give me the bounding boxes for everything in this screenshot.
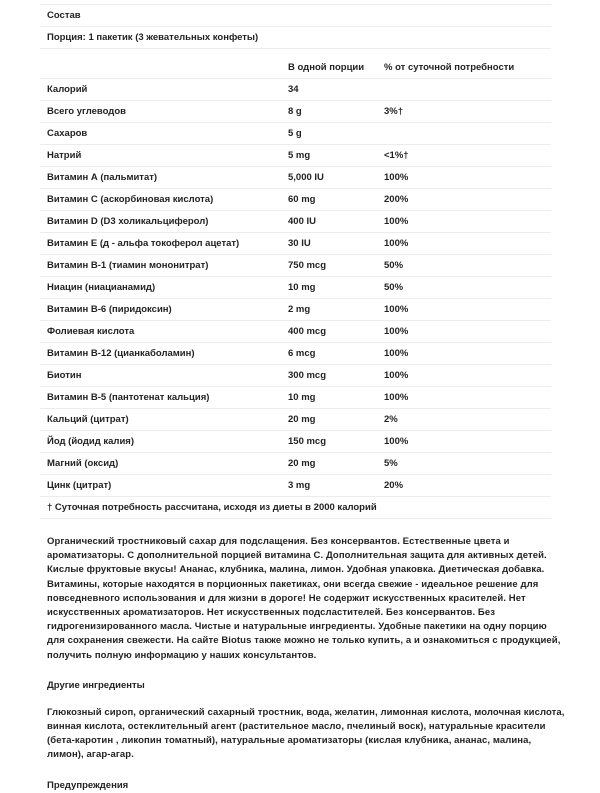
nutrient-daily-value: 200% (384, 189, 551, 211)
table-spacer (40, 49, 551, 58)
column-header-daily-value: % от суточной потребности (384, 57, 551, 79)
nutrient-amount: 30 IU (288, 233, 384, 255)
nutrient-daily-value: 50% (384, 255, 551, 277)
supplement-facts-table (40, 4, 551, 519)
nutrient-daily-value: 100% (384, 387, 551, 409)
nutrient-amount: 6 mcg (288, 343, 384, 365)
table-row (40, 475, 551, 497)
nutrient-daily-value: 100% (384, 167, 551, 189)
nutrient-name: Ниацин (ниацианамид) (40, 277, 288, 299)
nutrient-daily-value: 2% (384, 409, 551, 431)
daily-value-footnote-row (40, 497, 551, 519)
table-row (40, 255, 551, 277)
nutrient-amount: 34 (288, 79, 384, 101)
nutrient-daily-value: 100% (384, 365, 551, 387)
table-row (40, 233, 551, 255)
nutrient-amount: 300 mcg (288, 365, 384, 387)
nutrient-amount: 60 mg (288, 189, 384, 211)
nutrient-name: Витамин B-6 (пиридоксин) (40, 299, 288, 321)
nutrient-amount: 5,000 IU (288, 167, 384, 189)
table-row (40, 387, 551, 409)
nutrient-daily-value: 5% (384, 453, 551, 475)
nutrient-amount: 750 mcg (288, 255, 384, 277)
table-spacer-row (40, 49, 551, 58)
nutrient-amount: 20 mg (288, 453, 384, 475)
table-row (40, 189, 551, 211)
serving-size-row (40, 27, 551, 49)
nutrient-amount: 8 g (288, 101, 384, 123)
table-row (40, 321, 551, 343)
column-header-name (40, 57, 288, 79)
nutrient-daily-value: 100% (384, 299, 551, 321)
table-row (40, 123, 551, 145)
warnings-heading: Предупреждения (47, 779, 129, 791)
table-row (40, 277, 551, 299)
nutrient-daily-value: 100% (384, 431, 551, 453)
other-ingredients-text: Глюкозный сироп, органический сахарный тростник, вода, желатин, лимонная кислота, молочная кислота, винная кислота, остеклительный агент (растительное масло, пчелиный воск), натуральные красители (бета-каротин , ликопин томатный), натуральные ароматизаторы (кислая клубника, ананас, малина, лимон), агар-агар. (47, 706, 565, 761)
nutrient-daily-value (384, 79, 551, 101)
nutrient-daily-value: 50% (384, 277, 551, 299)
table-row (40, 167, 551, 189)
nutrient-daily-value: <1%† (384, 145, 551, 167)
column-headers-row (40, 57, 551, 79)
nutrient-amount: 150 mcg (288, 431, 384, 453)
product-description-section (40, 535, 567, 793)
table-row (40, 211, 551, 233)
nutrient-amount: 10 mg (288, 277, 384, 299)
nutrient-amount: 400 IU (288, 211, 384, 233)
daily-value-footnote: † Суточная потребность рассчитана, исходя из диеты в 2000 калорий (40, 497, 551, 519)
nutrient-daily-value: 100% (384, 343, 551, 365)
table-row (40, 299, 551, 321)
nutrient-name: Фолиевая кислота (40, 321, 288, 343)
facts-table-body (40, 5, 551, 519)
nutrient-name: Цинк (цитрат) (40, 475, 288, 497)
table-title: Состав (40, 5, 551, 27)
nutrient-name: Витамин С (аскорбиновая кислота) (40, 189, 288, 211)
nutrient-daily-value: 100% (384, 211, 551, 233)
nutrient-name: Калорий (40, 79, 288, 101)
nutrient-name: Витамин А (пальмитат) (40, 167, 288, 189)
nutrient-name: Витамин D (D3 холикальциферол) (40, 211, 288, 233)
nutrient-amount: 10 mg (288, 387, 384, 409)
nutrient-name: Витамин B-1 (тиамин мононитрат) (40, 255, 288, 277)
table-row (40, 101, 551, 123)
nutrient-daily-value: 20% (384, 475, 551, 497)
nutrient-name: Витамин B-12 (цианкаболамин) (40, 343, 288, 365)
nutrient-amount: 20 mg (288, 409, 384, 431)
table-title-row (40, 5, 551, 27)
nutrient-name: Всего углеводов (40, 101, 288, 123)
table-row (40, 365, 551, 387)
nutrient-daily-value: 100% (384, 233, 551, 255)
product-description: Органический тростниковый сахар для подслащения. Без консервантов. Естественные цвета и ароматизаторы. С дополнительной порцией витамина С. Дополнительная защита для активных детей. Кислые фруктовые вкусы! Ананас, клубника, малина, лимон. Удобная упаковка. Диетическая добавка. Витамины, которые находятся в порционных пакетиках, они всегда свежие - идеальное решение для повседневного использования и для жизни в дороге! Не содержит искусственных красителей. Нет искусственных ароматизаторов. Нет искусственных подсластителей. Без консервантов. Без гидрогенизированного масла. Чистые и натуральные ингредиенты. Удобные пакетики на одну порцию для сохранения свежести. На сайте Biotus также можно не только купить, а и ознакомиться с продукцией, получить полную информацию у наших консультантов. (47, 536, 561, 661)
nutrient-daily-value (384, 123, 551, 145)
nutrient-amount: 2 mg (288, 299, 384, 321)
nutrient-name: Кальций (цитрат) (40, 409, 288, 431)
nutrient-amount: 400 mcg (288, 321, 384, 343)
nutrient-daily-value: 3%† (384, 101, 551, 123)
table-row (40, 409, 551, 431)
nutrient-name: Биотин (40, 365, 288, 387)
table-row (40, 343, 551, 365)
table-row (40, 453, 551, 475)
other-ingredients-heading: Другие ингредиенты (47, 679, 145, 691)
table-row (40, 431, 551, 453)
column-header-amount: В одной порции (288, 57, 384, 79)
table-row (40, 145, 551, 167)
table-row (40, 79, 551, 101)
nutrient-name: Витамин Е (д - альфа токоферол ацетат) (40, 233, 288, 255)
nutrient-name: Йод (йодид калия) (40, 431, 288, 453)
nutrient-daily-value: 100% (384, 321, 551, 343)
nutrient-amount: 5 mg (288, 145, 384, 167)
nutrient-name: Натрий (40, 145, 288, 167)
nutrient-amount: 5 g (288, 123, 384, 145)
serving-size: Порция: 1 пакетик (3 жевательных конфеты) (40, 27, 551, 49)
nutrient-name: Витамин B-5 (пантотенат кальция) (40, 387, 288, 409)
nutrient-amount: 3 mg (288, 475, 384, 497)
nutrient-name: Магний (оксид) (40, 453, 288, 475)
nutrient-name: Сахаров (40, 123, 288, 145)
